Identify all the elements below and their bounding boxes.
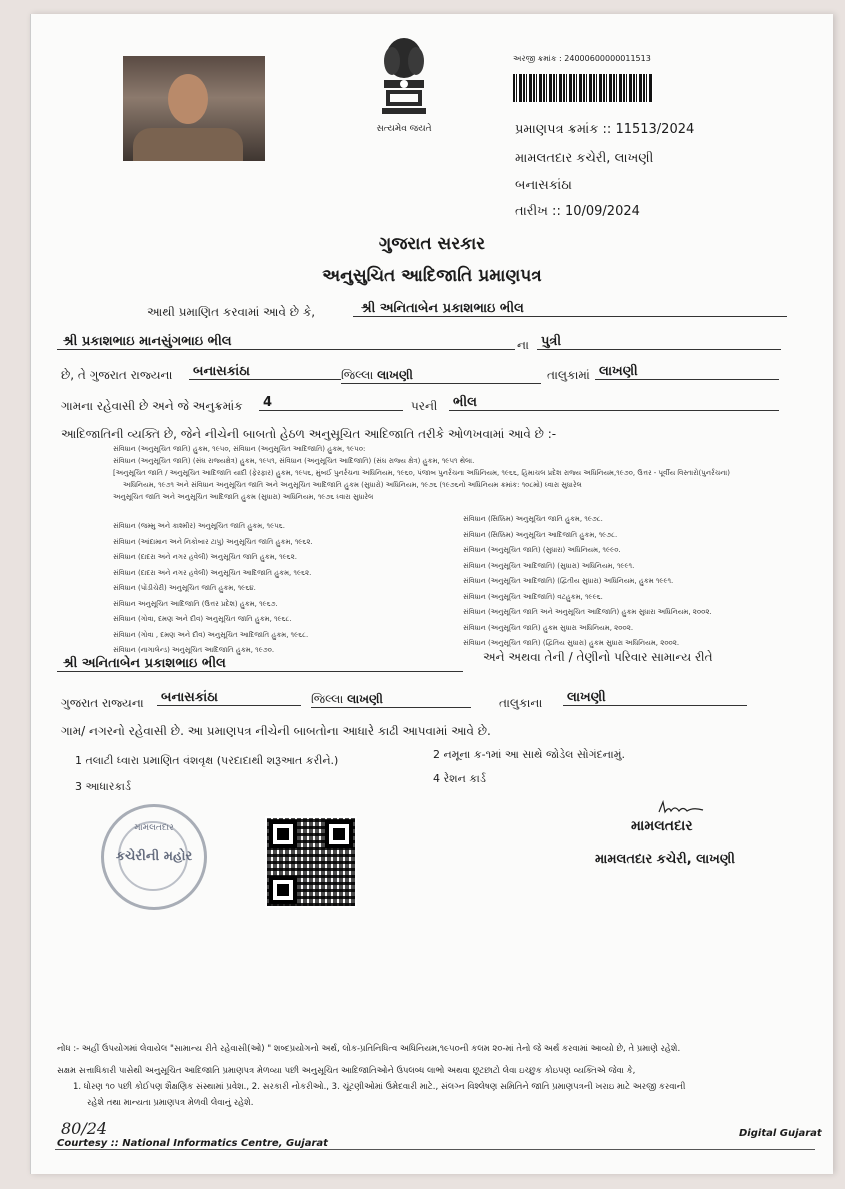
signatory-office: મામલતદાર કચેરી, લાખણી [595,852,735,867]
note-1: નોંધ :- અહીં ઉપયોગમાં લેવાયેલ "સામાન્ય રીતે રહેવાસી(ઓ) " શબ્દપ્રયોગનો અર્થ, લોક-પ્રતિનિધિત્વ અધિનિયમ,૧૯૫૦ની કલમ ૨૦-માં તેનો જે અર્થ કરવામાં આવ્યો છે, તે પ્રમાણે રહેશે. [57,1044,681,1054]
person-name-repeat: શ્રી અનિતાબેન પ્રકાશભાઇ ભીલ [57,656,463,672]
order-left-item: સંવિધાન (દાદરા અને નગર હવેલી) અનુસૂચિત જાતિ હુકમ, ૧૯૬૨. [113,553,297,561]
certificate-title: અનુસુચિત આદિજાતિ પ્રમાણપત્ર [322,266,542,286]
order-top-item: સંવિધાન (અનુસૂચિત જાતિ) (સંઘ રાજ્યક્ષેત્ર) હુકમ, ૧૯૫૧, સંવિધાન (અનુસૂચિત આદિજાતિ) (સંઘ રાજ્ય ક્ષેત્ર) હુકમ, ૧૯૫૧ થેલા. [113,457,475,465]
order-right-item: સંવિધાન (અનુસૂચિત જાતિ) (દ્વિતિય સુધારા) હુકમ સુધારા અધિનિયમ, ૨૦૦૨. [463,639,680,647]
note-3: 1. ધોરણ ૧૦ પછી કોઈપણ શૈક્ષણિક સંસ્થામાં પ્રવેશ., 2. સરકારી નોકરીઓ., 3. ચૂંટણીઓમાં ઉમેદવારી માટે., સંલગ્ન વિશ્લેષણ સમિતિને જાતિ પ્રમાણપત્રની ખરાઇ માટે અરજી કરવાની [73,1082,686,1092]
order-right-item: સંવિધાન (અનુસૂચિત આદિજાતિ) (સુધારા) અધિનિયમ, ૧૯૯૧. [463,561,635,570]
orders-left [113,519,453,659]
order-left-item: સંવિધાન (ગોવા , દમણ અને દીવ) અનુસૂચિત આદિજાતિ હુકમ, ૧૯૬૮. [113,630,309,639]
certificate-page [30,14,833,1174]
order-left-item: સંવિધાન (જમ્મુ અને કાશ્મીર) અનુસૂચિત જાતિ હુકમ, ૧૯૫૬. [113,522,285,530]
digital-gujarat-text: Digital Gujarat [739,1128,822,1139]
document-item-4: 4 રેશન કાર્ડ [433,772,486,785]
order-left-item: સંવિધાન (દાદરા અને નગર હવેલી) અનુસૂચિત આદિજાતિ હુકમ, ૧૯૬૨. [113,568,312,577]
government-title: ગુજરાત સરકાર [378,234,486,254]
order-left-item: સંવિધાન (નાગાલેન્ડ) અનુસૂચિત આદિજાતિ હુકમ, ૧૯૭૦. [113,646,275,654]
note-2: સક્ષમ સત્તાધિકારી પાસેથી અનુસૂચિત આદિજાતિ પ્રમાણપત્ર મેળવ્યા પછી અનુસૂચિત આદિજાતિઓને ઉપલબ્ધ લાભો અથવા છૂટછાટો લેવા ઇચ્છુક કોઇપણ વ્યક્તિએ જેવા કે, [57,1066,636,1076]
order-left-item: સંવિધાન અનુસૂચિત આદિજાતિ (ઉત્તર પ્રદેશ) હુકમ, ૧૯૬૭. [113,599,278,608]
issue-date: તારીખ :: 10/09/2024 [515,204,640,219]
orders-right [463,512,813,652]
taluka-label: તાલુકામાં [547,368,590,382]
district-name: લાખણી [377,368,413,382]
person-name: શ્રી અનિતાબેન પ્રકાશભાઇ ભીલ [353,301,787,317]
document-item-3: 3 આધારકાર્ડ [75,780,131,793]
father-name: શ્રી પ્રકાશભાઇ માનસુંગભાઇ ભીલ [57,334,515,350]
order-top-item: અનુસૂચિત જાતિ અને અનુસૂચિત આદિજાતિ હુકમ (સુધારા) અધિનિયમ, ૧૯૭૬ ધ્વારા સુધારેલ [113,493,374,501]
village-prefix: ગામના રહેવાસી છે અને જે અનુક્રમાંક [61,399,243,413]
signatory-title: મામલતદાર [631,818,693,834]
certify-prefix: આથી પ્રમાણિત કરવામાં આવે છે કે, [147,305,316,319]
order-right-item: સંવિધાન (સિક્કિમ) અનુસૂચિત જાતિ હુકમ, ૧૯૭૮. [463,515,603,523]
state-prefix: છે, તે ગુજરાત રાજ્યના [61,368,173,382]
district-label: જિલ્લા [341,368,374,382]
order-right-item: સંવિધાન (અનુસૂચિત આદિજાતિ) વટહુકમ, ૧૯૯૬. [463,592,603,601]
district-label-line-2 [311,692,471,708]
serial-number: 4 [259,395,403,411]
courtesy-text: Courtesy :: National Informatics Centre, Gujarat [57,1138,328,1149]
basis-text: ગામ/ નગરનો રહેવાસી છે. આ પ્રમાણપત્ર નીચેની બાબતોના આધારે કાઢી આપવામાં આવે છે. [61,724,491,738]
qr-code [265,816,357,908]
order-top-item: સંવિધાન (અનુસૂચિત જાતિ) હુકમ, ૧૯૫૦, સંવિધાન (અનુસૂચિત આદિજાતિ) હુકમ, ૧૯૫૦: [113,445,366,453]
order-right-item: સંવિધાન (અનુસૂચિત જાતિ) (સુધારા) અધિનિયમ, ૧૯૯૦. [463,546,621,554]
taluka-value-2: લાખણી [563,690,747,706]
caste-value: ભીલ [449,395,779,411]
order-top-item: અધિનિયમ, ૧૯૭૧ અને સંવિધાન અનુસૂચિત જાતિ અને અનુસૂચિત આદિજાતિ હુકમ (સુધારો) અધિનિયમ, ૧૯૭૬ (૧૯૭૬નો અધિનિયમ ક્રમાંક: ૧૦૮મો) ધ્વારા સુધારેલ [123,481,582,489]
barcode [513,74,653,102]
document-item-1: 1 તલાટી ધ્વારા પ્રમાણિત વંશવૃક્ષ (પરદાદાથી શરૂઆત કરીને.) [75,754,339,767]
footer-divider [55,1149,815,1150]
order-right-item: સંવિધાન (અનુસૂચિત જાતિ) હુકમ સુધારા અધિનિયમ, ૨૦૦૨. [463,623,634,632]
order-left-item: સંવિધાન (ગોવા, દમણ અને દીવ) અનુસૂચિત જાતિ હુકમ, ૧૯૬૮. [113,615,292,623]
family-text: અને અથવા તેની / તેણીનો પરિવાર સામાન્ય રીતે [483,650,713,664]
order-right-item: સંવિધાન (અનુસૂચિત જાતિ અને અનુસૂચિત આદિજાતિ) હુકમ સુધારા અધિનિયમ, ૨૦૦૨. [463,608,712,616]
district-value-2: બનાસકાંઠા [157,690,301,706]
district-label-line [341,368,541,384]
signature-scribble-icon [657,800,707,816]
issuing-office: મામલતદાર કચેરી, લાખણી [515,151,654,166]
taluka-label-2: તાલુકાના [499,696,543,710]
certificate-number: પ્રમાણપત્ર ક્રમાંક :: 11513/2024 [515,122,695,137]
order-top-item: [અનુસૂચિત જાતિ / અનુસૂચિત આદિજાતિ યાદી (ફેરફાર) હુકમ, ૧૯૫૬, મુંબઈ પુનર્રચના અધિનિયમ, ૧૯૬૦, પંજાબ પુનર્રચના અધિનિયમ, ૧૯૬૬, હિમાચલ પ્રદેશ રાજ્ય અધિનિયમ,૧૯૭૦, ઉત્તર - પૂર્વીય વિસ્તારો(પુનર્રચના) [113,469,730,477]
district-value: બનાસકાંઠા [189,364,341,380]
district-name-2: લાખણી [347,692,383,706]
orders-top [113,444,813,502]
seal-text: કચેરીની મહોર [115,849,193,864]
district-label-2: જિલ્લા [311,692,344,706]
relation: પુત્રી [537,334,781,350]
note-4: રહેશે તથા માન્યતા પ્રમાણપત્ર મેળવી લેવાનું રહેશે. [87,1098,254,1108]
handwritten-number: 80/24 [61,1119,108,1138]
state-prefix-2: ગુજરાત રાજ્યના [61,696,144,710]
office-seal [101,804,207,910]
application-number: અરજી ક્રમાંક : 24000600000011513 [513,54,651,63]
lion-capital-icon [374,36,434,118]
emblem-motto: સત્યમેવ જયતે [376,124,432,134]
order-right-item: સંવિધાન (અનુસૂચિત આદિજાતિ) (દ્વિતીય સુધારા) અધિનિયમ, હુકમ ૧૯૯૧. [463,577,674,585]
order-left-item: સંવિધાન (પોંડીચેરી) અનુસૂચિત જાતિ હુકમ, ૧૯૬૪. [113,584,256,592]
recognition-text: આદિજાતિની વ્યક્તિ છે, જેને નીચેની બાબતો હેઠળ અનુસૂચિત આદિજાતિ તરીકે ઓળખવામાં આવે છે :- [61,427,557,441]
document-item-2: 2 નમૂના ક-૧માં આ સાથે જોડેલ સોગંદનામું. [433,748,625,761]
order-left-item: સંવિધાન (આંદામાન અને નિકોબાર ટાપુ) અનુસૂચિત જાતિ હુકમ, ૧૯૬૨. [113,537,313,546]
issuing-district: બનાસકાંઠા [515,178,572,193]
seal-ring-text: મામલતદાર [134,823,174,833]
of-label: ના [517,338,529,352]
caste-label: પરની [411,399,438,413]
order-right-item: સંવિધાન (સિક્કિમ) અનુસૂચિત આદિજાતિ હુકમ, ૧૯૭૮. [463,530,618,539]
taluka-value: લાખણી [595,364,779,380]
national-emblem [369,36,439,136]
applicant-photo [123,56,265,161]
